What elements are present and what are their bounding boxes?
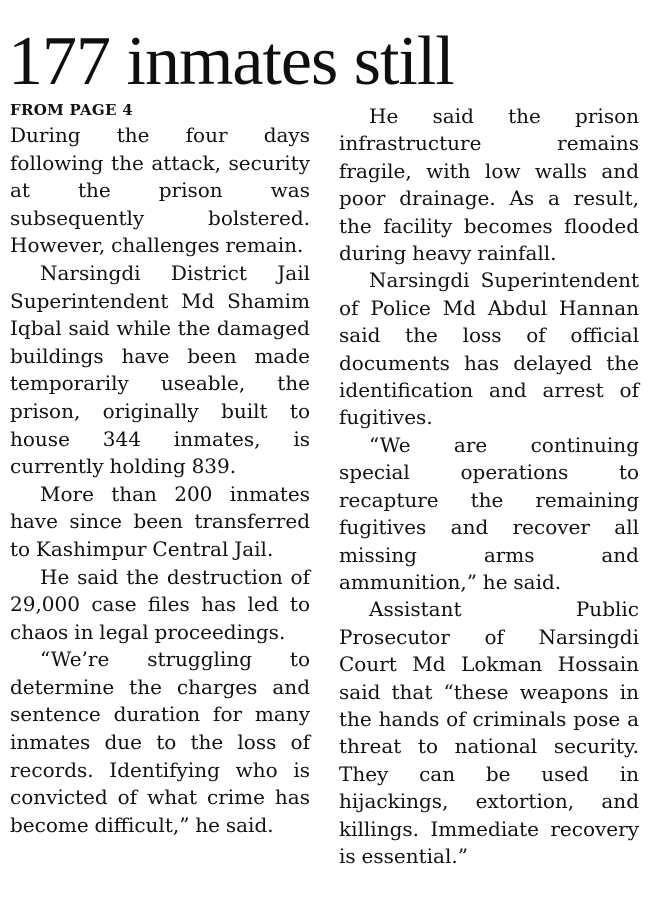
headline: 177 inmates still — [8, 23, 454, 100]
paragraph: Narsingdi District Jail Superintendent Md Shamim Iqbal said while the damaged buildings have been made temporarily useable, the prison, originally built to house 344 inmates, is currently holding 839. — [10, 260, 310, 479]
continuation-kicker: FROM PAGE 4 — [10, 101, 134, 119]
paragraph: During the four days following the attack, security at the prison was subsequently bolstered. However, challenges remain. — [10, 123, 310, 258]
paragraph: He said the prison infrastructure remains fragile, with low walls and poor drainage. As a result, the facility becomes flooded during heavy rainfall. — [339, 104, 639, 266]
paragraph: More than 200 inmates have since been transferred to Kashimpur Central Jail. — [10, 481, 310, 561]
right-column — [339, 103, 639, 870]
paragraph: Narsingdi Superintendent of Police Md Abdul Hannan said the loss of official documents has delayed the identification and arrest of fugitives. — [339, 268, 639, 430]
paragraph: “We are continuing special operations to recapture the remaining fugitives and recover all missing arms and ammunition,” he said. — [339, 432, 639, 594]
left-column — [10, 100, 310, 839]
paragraph: Assistant Public Prosecutor of Narsingdi Court Md Lokman Hossain said that “these weapons in the hands of criminals pose a threat to national security. They can be used in hijackings, extortion, and killings. Immediate recovery is essential.” — [339, 597, 639, 868]
paragraph: “We’re struggling to determine the charges and sentence duration for many inmates due to the loss of records. Identifying who is convicted of what crime has become difficult,” he said. — [10, 647, 310, 837]
paragraph: He said the destruction of 29,000 case files has led to chaos in legal proceedings. — [10, 564, 310, 644]
